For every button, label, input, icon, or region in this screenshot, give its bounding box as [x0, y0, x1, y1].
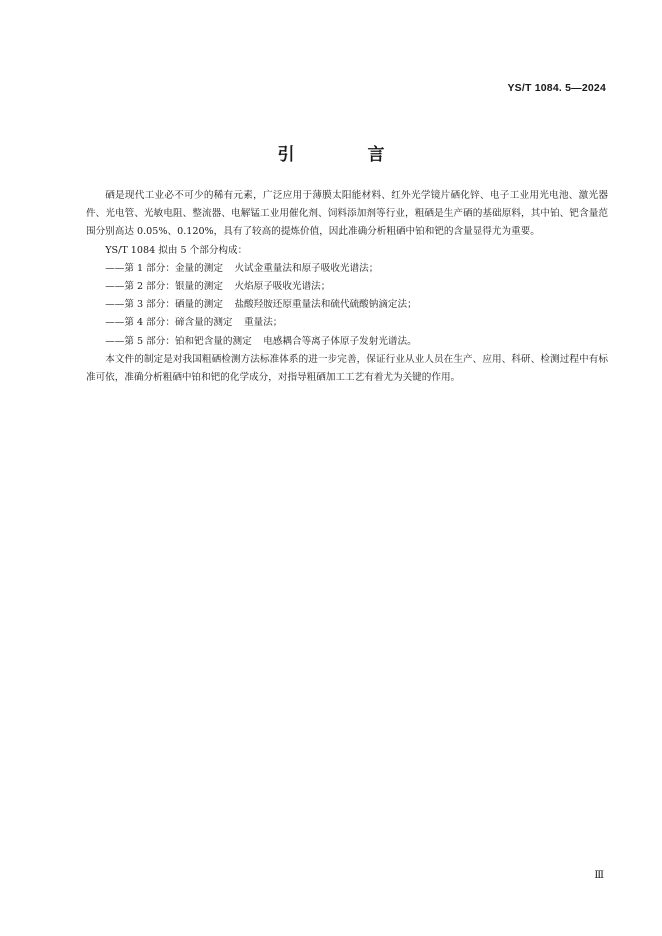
part-label: ——第 1 部分：金量的测定 — [105, 262, 223, 274]
part-method: 火焰原子吸收光谱法； — [234, 281, 331, 293]
part-label: ——第 2 部分：银量的测定 — [105, 281, 223, 293]
intro-paragraph-2: YS/T 1084 拟由 5 个部分构成： — [105, 244, 248, 256]
part-list-item-3 — [86, 296, 608, 314]
intro-paragraph-3: 本文件的制定是对我国粗硒检测方法标准体系的进一步完善，保证行业从业人员在生产、应用、科研、检测过程中有标准可依，准确分析粗硒中铂和钯的化学成分，对指导粗硒加工工艺有着尤为关键的作用。 — [86, 353, 608, 384]
page-number: Ⅲ — [594, 870, 604, 881]
part-list-item-1 — [86, 260, 608, 278]
part-list-item-2 — [86, 278, 608, 296]
part-list-item-5 — [86, 333, 608, 351]
part-method: 电感耦合等离子体原子发射光谱法。 — [263, 335, 417, 347]
part-method: 盐酸羟胺还原重量法和硫代硫酸钠滴定法； — [234, 299, 417, 311]
intro-paragraph-1: 硒是现代工业必不可少的稀有元素，广泛应用于薄膜太阳能材料、红外光学镜片硒化锌、电子工业用光电池、激光器件、光电管、光敏电阻、整流器、电解锰工业用催化剂、饲料添加剂等行业，粗硒是生产硒的基础原料，其中铂、钯含量范围分别高达 0.05%、0.120%，具有了较高的提炼价值，因此准确分析粗硒中铂和钯的含量显得尤为重要。 — [86, 190, 608, 238]
part-method: 火试金重量法和原子吸收光谱法； — [234, 262, 379, 274]
part-label: ——第 5 部分：铂和钯含量的测定 — [105, 335, 252, 347]
part-label: ——第 3 部分：硒量的测定 — [105, 299, 223, 311]
document-code: YS/T 1084. 5—2024 — [507, 82, 606, 94]
part-method: 重量法； — [244, 317, 283, 329]
part-label: ——第 4 部分：碲含量的测定 — [105, 317, 233, 329]
introduction-body — [86, 187, 608, 387]
page-title: 引 言 — [277, 145, 413, 165]
part-list-item-4 — [86, 314, 608, 332]
